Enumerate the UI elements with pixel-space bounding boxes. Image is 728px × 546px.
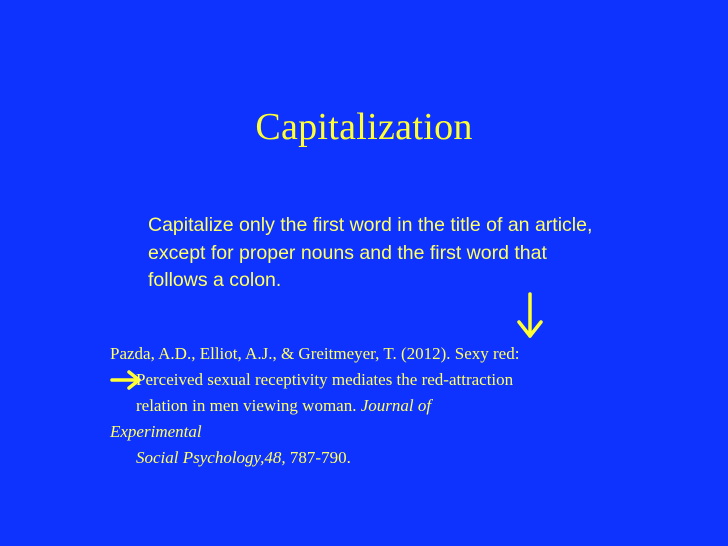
arrow-down-icon bbox=[516, 292, 544, 340]
reference-line-1: Pazda, A.D., Elliot, A.J., & Greitmeyer, T. (2012). Sexy red: bbox=[110, 344, 520, 363]
journal-name-part-2: Experimental bbox=[110, 422, 202, 441]
reference-line-5 bbox=[110, 445, 630, 471]
reference-line-3-plain: relation in men viewing woman. bbox=[136, 396, 361, 415]
journal-name-part-1: Journal of bbox=[360, 396, 432, 415]
body-text: Capitalize only the first word in the title of an article, except for proper nouns and the first word that follows a colon. bbox=[148, 214, 593, 291]
journal-name-part-3: Social Psychology,48, bbox=[136, 448, 286, 467]
reference-line-3 bbox=[110, 393, 630, 419]
reference-citation bbox=[110, 341, 630, 471]
page-range: 787-790. bbox=[285, 448, 351, 467]
slide-title: Capitalization bbox=[255, 106, 473, 148]
reference-line-2: Perceived sexual receptivity mediates the red-attraction bbox=[136, 370, 514, 389]
